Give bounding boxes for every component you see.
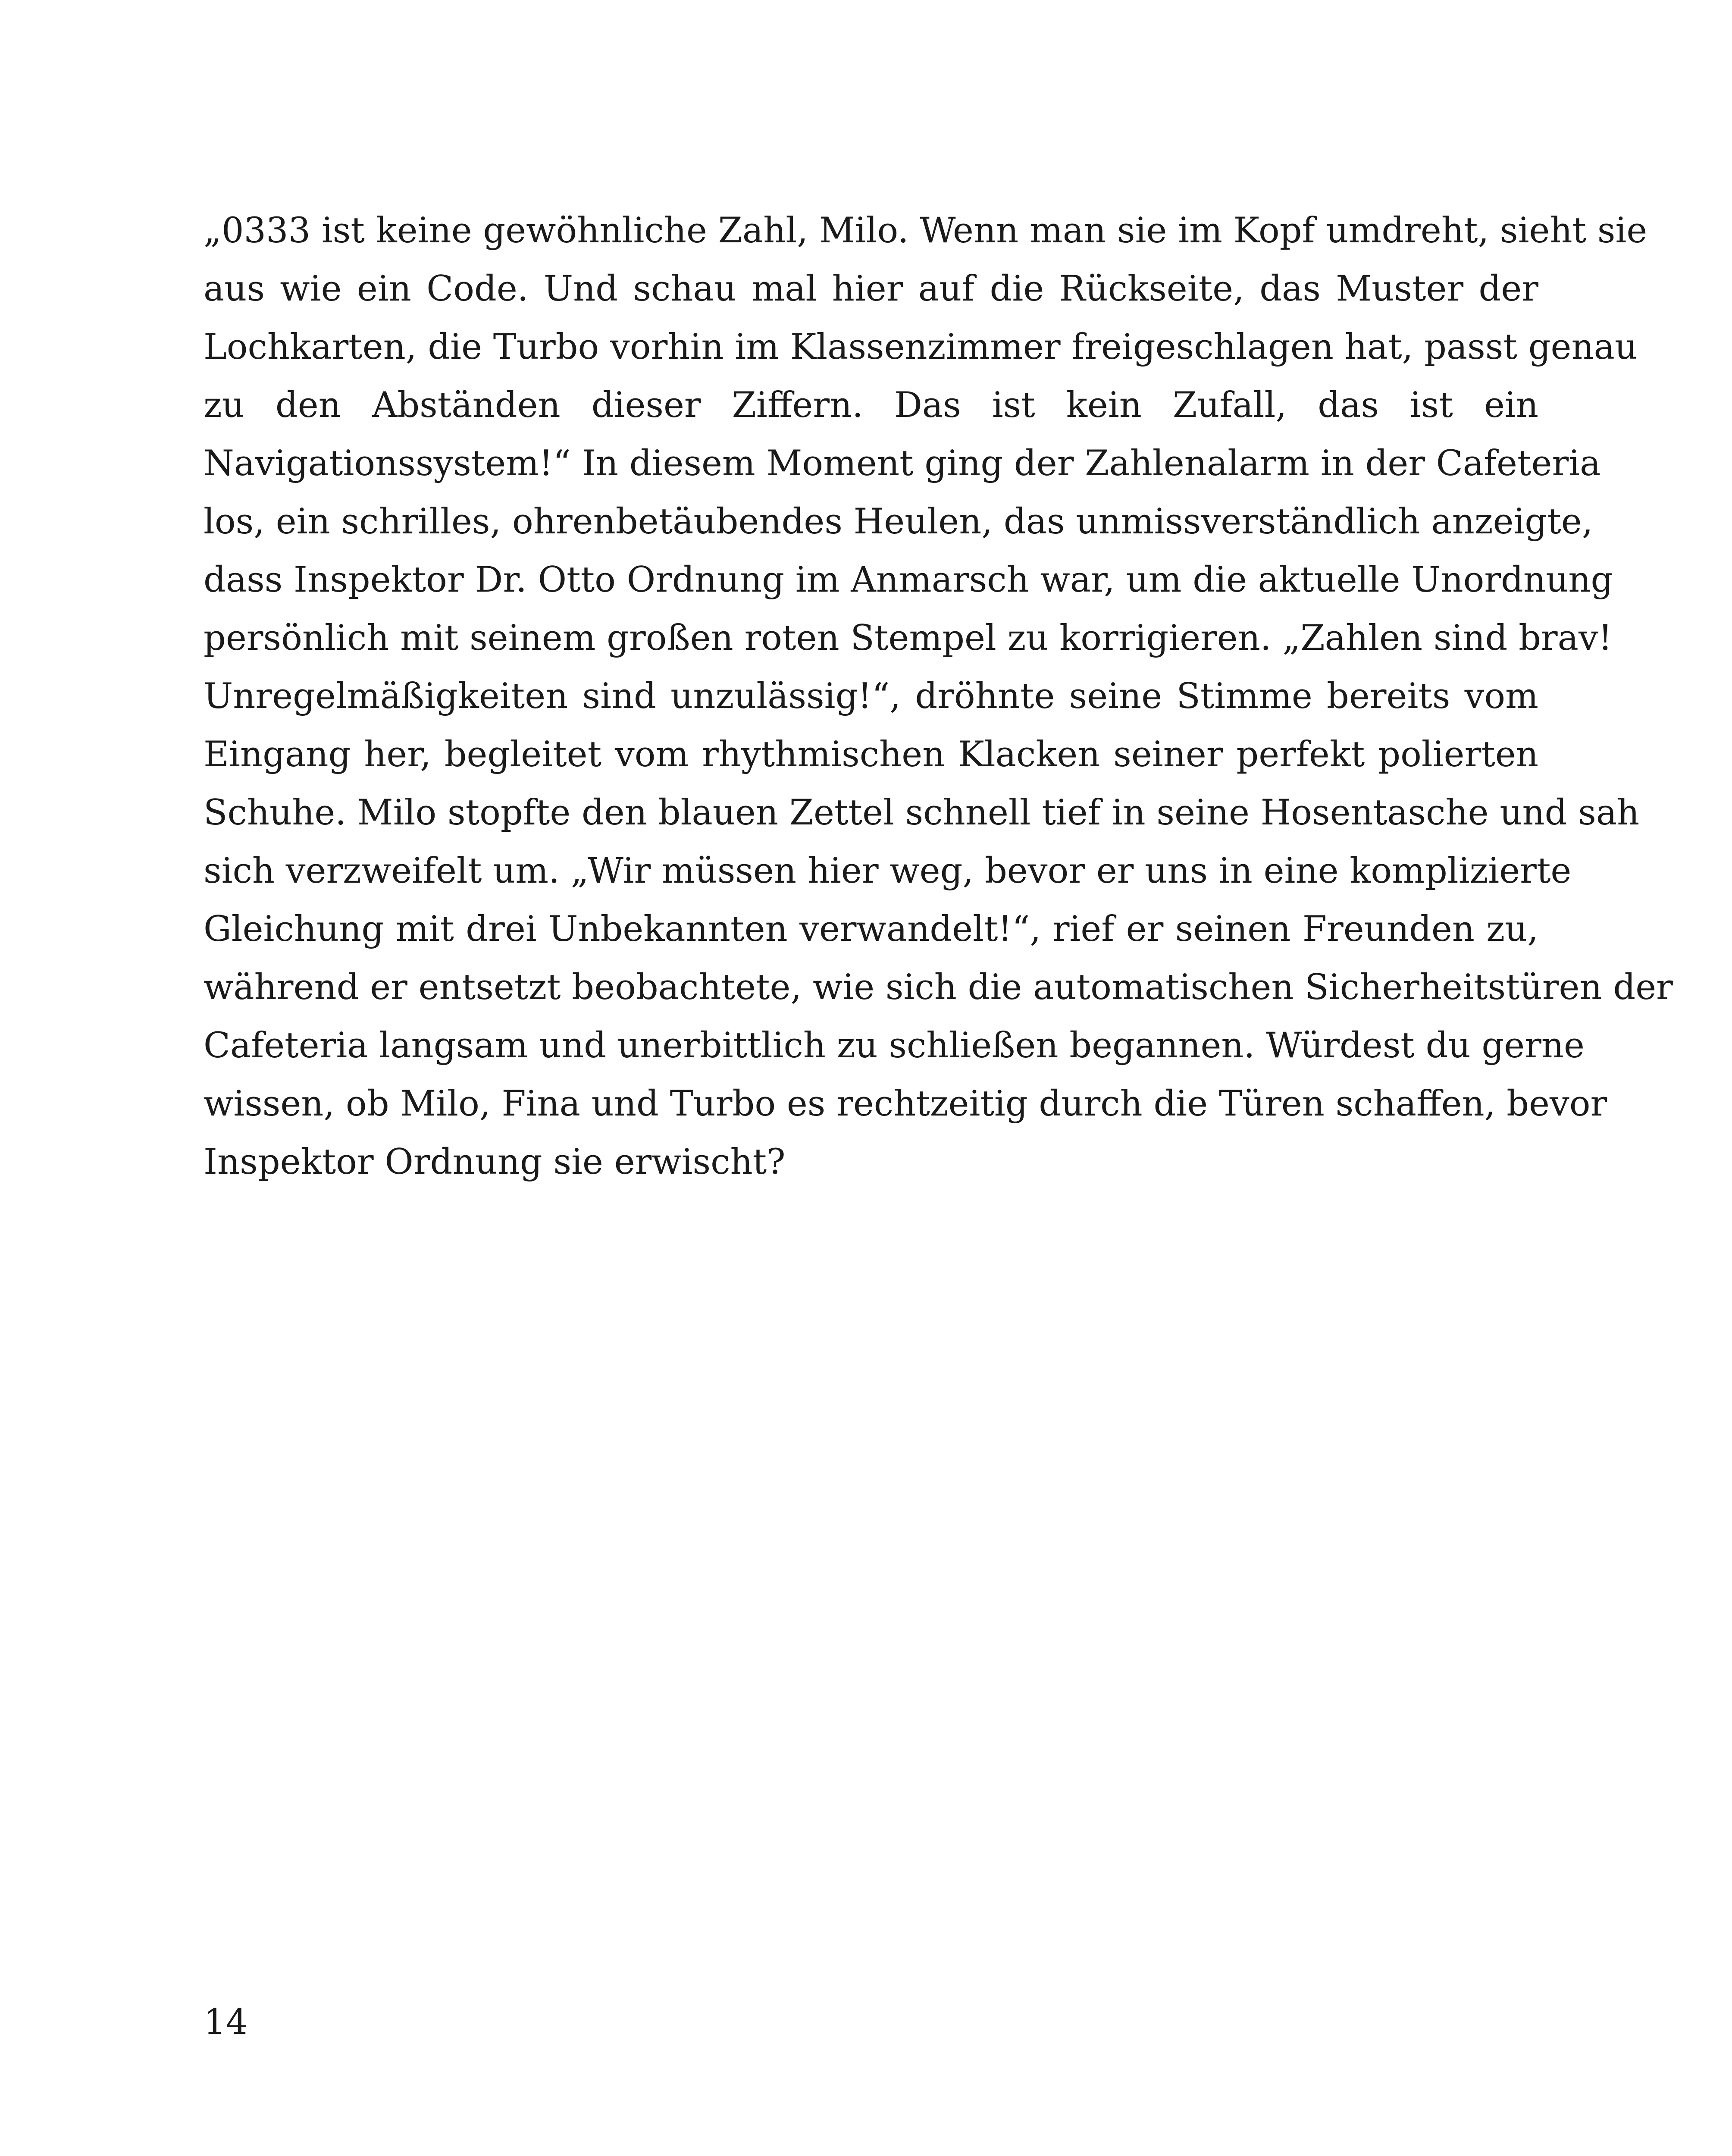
text-line: Gleichung mit drei Unbekannten verwandelt!“, rief er seinen Freunden zu, <box>204 909 1538 950</box>
text-line: aus wie ein Code. Und schau mal hier auf die Rückseite, das Muster der <box>204 269 1538 309</box>
text-line: Cafeteria langsam und unerbittlich zu schließen begannen. Würdest du gerne <box>204 1025 1585 1066</box>
text-line-last: Inspektor Ordnung sie erwischt? <box>204 1142 786 1182</box>
text-line: sich verzweifelt um. „Wir müssen hier weg, bevor er uns in eine komplizierte <box>204 851 1572 891</box>
text-line: persönlich mit seinem großen roten Stempel zu korrigieren. „Zahlen sind brav! <box>204 618 1613 658</box>
body-paragraph <box>204 202 1673 1191</box>
text-line: Eingang her, begleitet vom rhythmischen Klacken seiner perfekt polierten <box>204 734 1538 775</box>
text-line: Navigationssystem!“ In diesem Moment ging der Zahlenalarm in der Cafeteria <box>204 443 1601 484</box>
text-line: während er entsetzt beobachtete, wie sich die automatischen Sicherheitstüren der <box>204 967 1673 1008</box>
text-line: Schuhe. Milo stopfte den blauen Zettel schnell tief in seine Hosentasche und sah <box>204 793 1640 833</box>
text-line: zu den Abständen dieser Ziffern. Das ist kein Zufall, das ist ein <box>204 385 1538 426</box>
page-number: 14 <box>204 2002 248 2043</box>
text-line: wissen, ob Milo, Fina und Turbo es rechtzeitig durch die Türen schaffen, bevor <box>204 1084 1607 1124</box>
text-line: dass Inspektor Dr. Otto Ordnung im Anmarsch war, um die aktuelle Unordnung <box>204 560 1613 600</box>
text-line: los, ein schrilles, ohrenbetäubendes Heulen, das unmissverständlich anzeigte, <box>204 501 1593 542</box>
text-line: Lochkarten, die Turbo vorhin im Klassenzimmer freigeschlagen hat, passt genau <box>204 327 1638 367</box>
text-line: Unregelmäßigkeiten sind unzulässig!“, dröhnte seine Stimme bereits vom <box>204 676 1538 717</box>
text-line: „0333 ist keine gewöhnliche Zahl, Milo. Wenn man sie im Kopf umdreht, sieht sie <box>204 210 1647 251</box>
